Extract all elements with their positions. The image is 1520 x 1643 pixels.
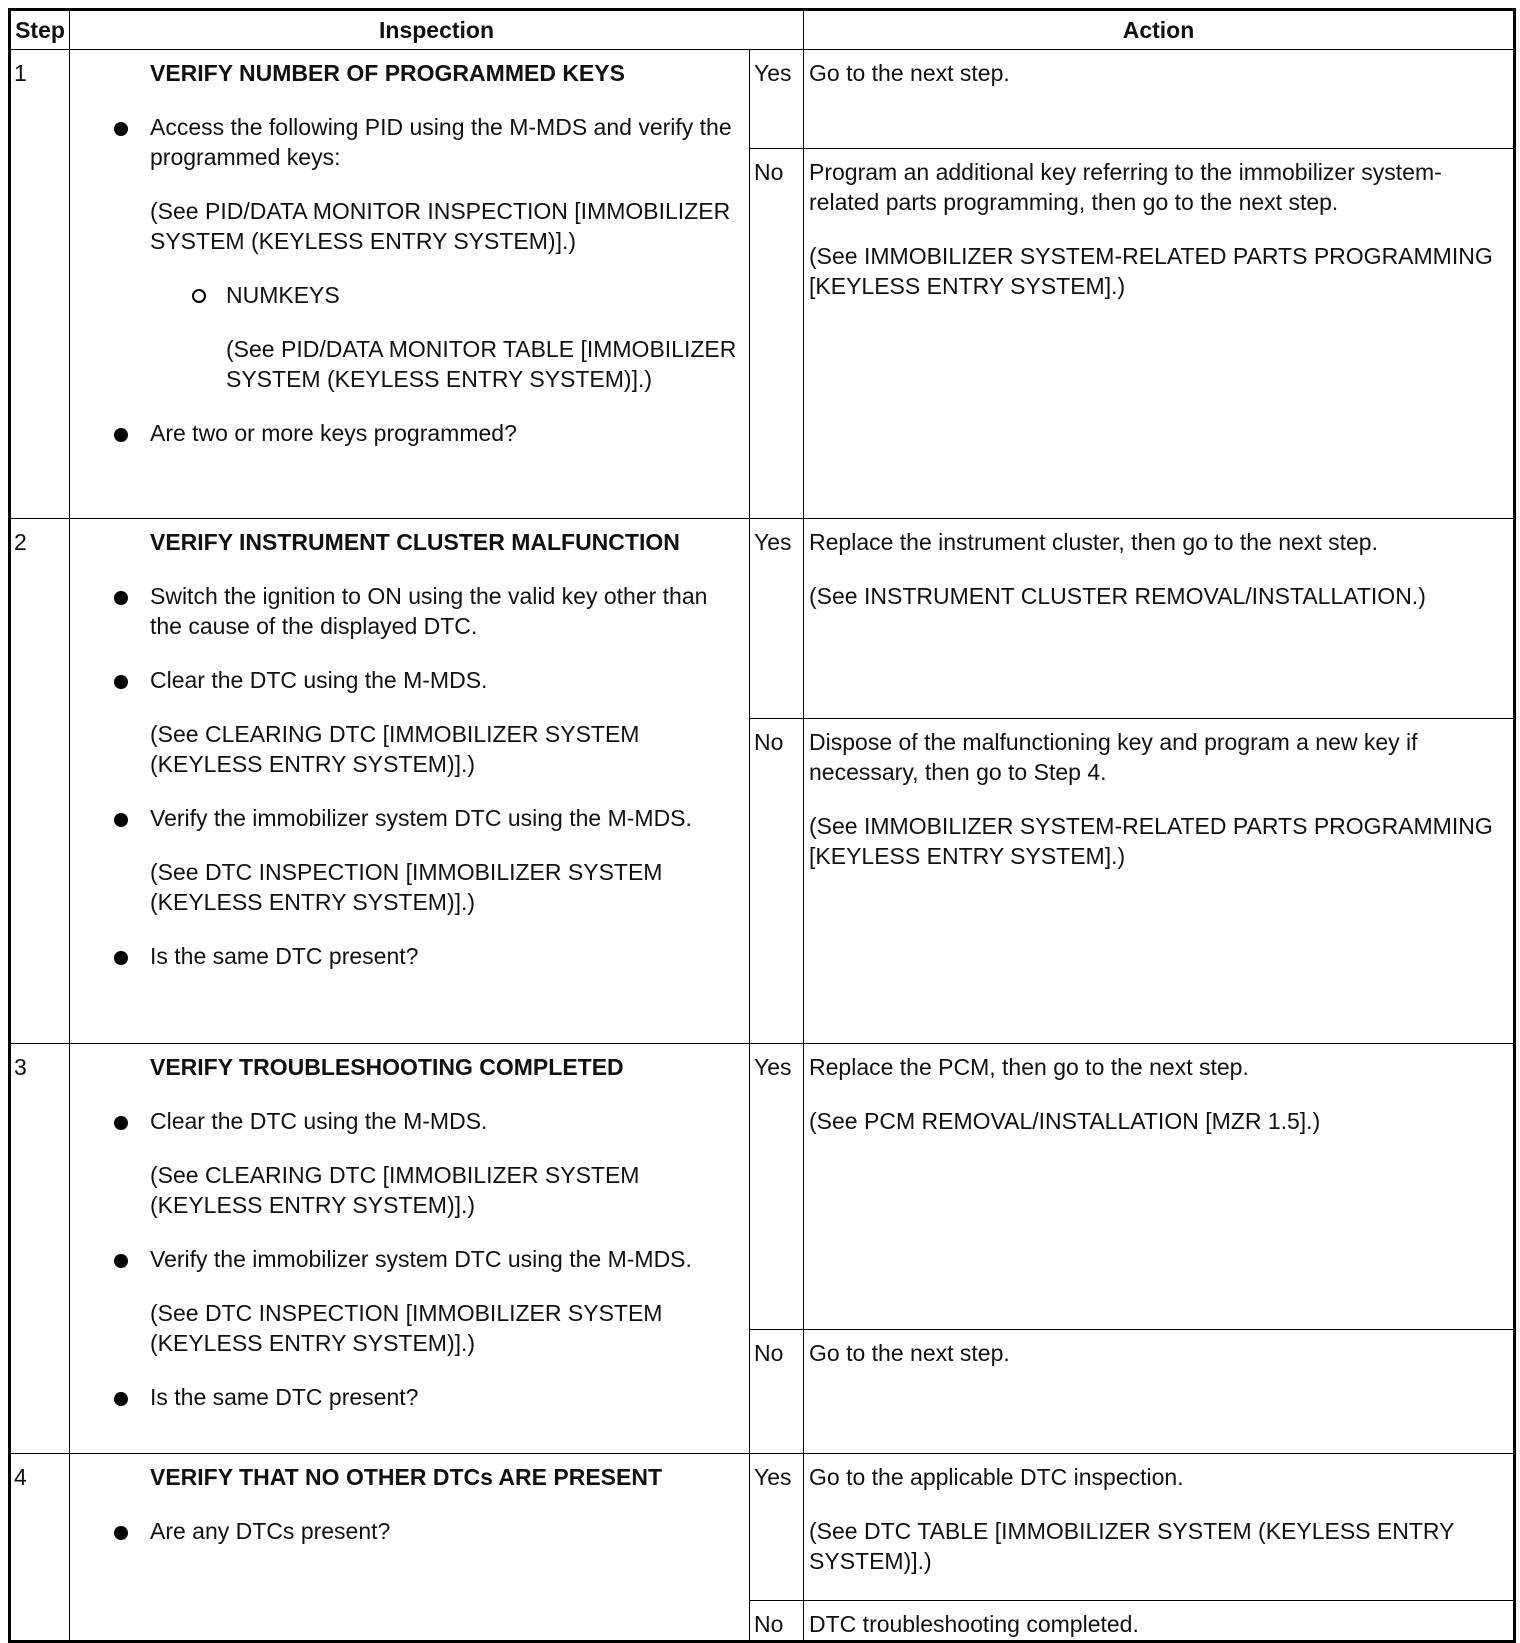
bullet-text: Switch the ignition to ON using the valid key other than the cause of the displayed DTC. <box>150 583 708 639</box>
header-inspection: Inspection <box>70 10 804 50</box>
yes-action <box>804 1044 1515 1330</box>
step-title: VERIFY THAT NO OTHER DTCs ARE PRESENT <box>150 1464 663 1490</box>
bullet-text: Access the following PID using the M-MDS and verify the programmed keys: <box>150 114 732 170</box>
circle-bullet-icon <box>192 289 206 303</box>
bullet-item <box>150 1106 741 1136</box>
bullet-icon <box>114 675 128 689</box>
header-row <box>10 10 1515 50</box>
reference-text: (See PID/DATA MONITOR INSPECTION [IMMOBILIZER SYSTEM (KEYLESS ENTRY SYSTEM)].) <box>150 198 731 254</box>
action-reference: (See PCM REMOVAL/INSTALLATION [MZR 1.5].) <box>809 1108 1321 1134</box>
bullet-icon <box>114 1116 128 1130</box>
step-1-inspection <box>70 50 750 519</box>
bullet-item <box>150 1516 741 1546</box>
bullet-text: Is the same DTC present? <box>150 943 419 969</box>
bullet-icon <box>114 591 128 605</box>
no-action <box>804 1601 1515 1642</box>
yes-label: Yes <box>750 519 804 719</box>
bullet-item <box>150 581 741 641</box>
action-text: Replace the instrument cluster, then go to the next step. <box>809 529 1378 555</box>
bullet-text: Verify the immobilizer system DTC using the M-MDS. <box>150 805 692 831</box>
no-action <box>804 719 1515 1044</box>
step-title: VERIFY INSTRUMENT CLUSTER MALFUNCTION <box>150 529 680 555</box>
no-action <box>804 1330 1515 1454</box>
step-number: 3 <box>10 1044 70 1454</box>
header-action: Action <box>804 10 1515 50</box>
bullet-text: Clear the DTC using the M-MDS. <box>150 1108 488 1134</box>
yes-action <box>804 1454 1515 1601</box>
yes-label: Yes <box>750 1044 804 1330</box>
bullet-item <box>150 1244 741 1274</box>
no-label: No <box>750 149 804 519</box>
reference-text: (See DTC INSPECTION [IMMOBILIZER SYSTEM (KEYLESS ENTRY SYSTEM)].) <box>150 1300 663 1356</box>
step-number: 4 <box>10 1454 70 1642</box>
action-reference: (See INSTRUMENT CLUSTER REMOVAL/INSTALLATION.) <box>809 583 1426 609</box>
bullet-icon <box>114 428 128 442</box>
step-3-yes-row <box>10 1044 1515 1330</box>
bullet-icon <box>114 1526 128 1540</box>
action-text: DTC troubleshooting completed. <box>809 1611 1139 1637</box>
action-text: Replace the PCM, then go to the next step. <box>809 1054 1249 1080</box>
step-2-yes-row <box>10 519 1515 719</box>
step-title: VERIFY NUMBER OF PROGRAMMED KEYS <box>150 60 625 86</box>
step-number: 1 <box>10 50 70 519</box>
bullet-text: Verify the immobilizer system DTC using the M-MDS. <box>150 1246 692 1272</box>
step-number: 2 <box>10 519 70 1044</box>
sub-bullet-item <box>226 280 741 310</box>
step-1-yes-row <box>10 50 1515 149</box>
action-text: Dispose of the malfunctioning key and program a new key if necessary, then go to Step 4. <box>809 729 1418 785</box>
bullet-icon <box>114 951 128 965</box>
bullet-icon <box>114 813 128 827</box>
bullet-item <box>150 803 741 833</box>
bullet-icon <box>114 1392 128 1406</box>
yes-action <box>804 519 1515 719</box>
step-3-inspection <box>70 1044 750 1454</box>
action-text: Program an additional key referring to the immobilizer system-related parts programming, then go to the next step. <box>809 159 1442 215</box>
no-action <box>804 149 1515 519</box>
action-reference: (See IMMOBILIZER SYSTEM-RELATED PARTS PROGRAMMING [KEYLESS ENTRY SYSTEM].) <box>809 243 1493 299</box>
bullet-item <box>150 941 741 971</box>
bullet-text: Clear the DTC using the M-MDS. <box>150 667 488 693</box>
reference-text: (See CLEARING DTC [IMMOBILIZER SYSTEM (KEYLESS ENTRY SYSTEM)].) <box>150 721 640 777</box>
sub-reference-text: (See PID/DATA MONITOR TABLE [IMMOBILIZER SYSTEM (KEYLESS ENTRY SYSTEM)].) <box>226 336 737 392</box>
header-step: Step <box>10 10 70 50</box>
bullet-text: Are two or more keys programmed? <box>150 420 517 446</box>
no-label: No <box>750 719 804 1044</box>
reference-text: (See DTC INSPECTION [IMMOBILIZER SYSTEM (KEYLESS ENTRY SYSTEM)].) <box>150 859 663 915</box>
no-label: No <box>750 1601 804 1642</box>
action-reference: (See DTC TABLE [IMMOBILIZER SYSTEM (KEYLESS ENTRY SYSTEM)].) <box>809 1518 1455 1574</box>
reference-text: (See CLEARING DTC [IMMOBILIZER SYSTEM (KEYLESS ENTRY SYSTEM)].) <box>150 1162 640 1218</box>
bullet-text: Are any DTCs present? <box>150 1518 391 1544</box>
sub-bullet-text: NUMKEYS <box>226 282 340 308</box>
action-text: Go to the next step. <box>809 1340 1010 1366</box>
step-4-inspection <box>70 1454 750 1642</box>
step-4-yes-row <box>10 1454 1515 1601</box>
bullet-item <box>150 418 741 448</box>
bullet-item <box>150 112 741 172</box>
bullet-text: Is the same DTC present? <box>150 1384 419 1410</box>
no-label: No <box>750 1330 804 1454</box>
action-reference: (See IMMOBILIZER SYSTEM-RELATED PARTS PROGRAMMING [KEYLESS ENTRY SYSTEM].) <box>809 813 1493 869</box>
step-2-inspection <box>70 519 750 1044</box>
step-title: VERIFY TROUBLESHOOTING COMPLETED <box>150 1054 624 1080</box>
yes-action <box>804 50 1515 149</box>
bullet-item <box>150 1382 741 1412</box>
action-text: Go to the applicable DTC inspection. <box>809 1464 1184 1490</box>
bullet-item <box>150 665 741 695</box>
yes-label: Yes <box>750 50 804 149</box>
yes-label: Yes <box>750 1454 804 1601</box>
bullet-icon <box>114 1254 128 1268</box>
bullet-icon <box>114 122 128 136</box>
troubleshooting-table <box>8 8 1516 1643</box>
action-text: Go to the next step. <box>809 60 1010 86</box>
